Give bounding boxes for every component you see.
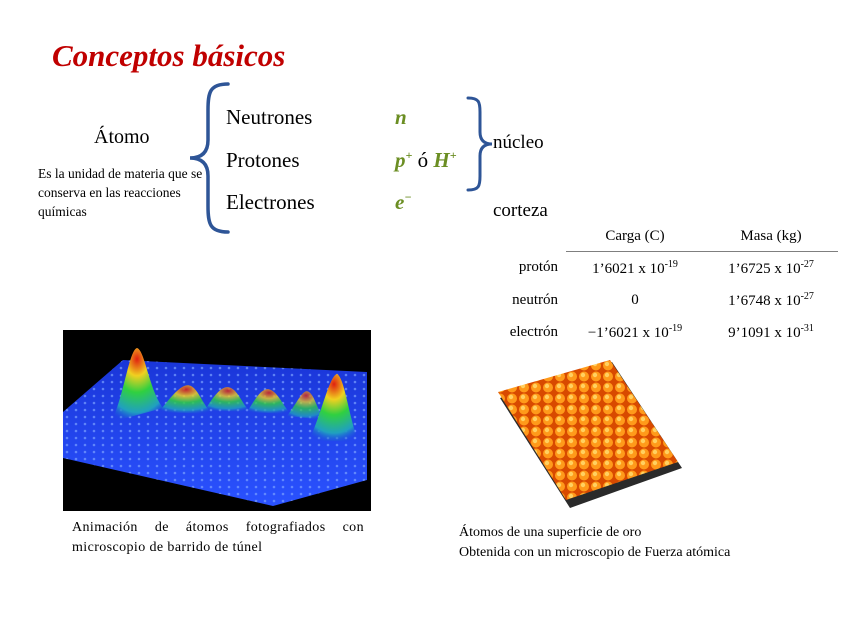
particle-electrons: Electrones xyxy=(226,190,315,214)
mass-neutron-base: 1’6748 x 10 xyxy=(728,292,801,309)
charge-neutron-base: 0 xyxy=(631,291,639,308)
stm-surface-graphic xyxy=(63,330,371,511)
left-brace-icon xyxy=(184,82,230,234)
charge-proton-base: 1’6021 x 10 xyxy=(592,260,665,277)
mass-proton xyxy=(704,252,838,285)
mass-neutron-exp: -27 xyxy=(800,290,814,302)
mass-electron-exp: -31 xyxy=(800,322,814,334)
row-label-neutron: neutrón xyxy=(512,291,558,308)
symbol-electron-e: e xyxy=(395,190,405,214)
row-label-proton: protón xyxy=(518,259,558,276)
symbol-proton-h: H xyxy=(433,148,450,172)
row-label-electron: electrón xyxy=(509,323,558,340)
stm-atoms-image xyxy=(63,330,371,511)
atom-description: Es la unidad de materia que se conserva en las reacciones químicas xyxy=(38,166,203,219)
table-header-mass: Masa (kg) xyxy=(704,226,838,252)
table-row xyxy=(486,284,838,316)
mass-neutron xyxy=(704,284,838,316)
symbol-neutron-text: n xyxy=(395,105,407,129)
table-header-row xyxy=(486,226,838,252)
particle-neutrons: Neutrones xyxy=(226,105,313,129)
page-title: Conceptos básicos xyxy=(52,38,286,73)
mass-proton-exp: -27 xyxy=(800,258,814,270)
afm-caption-line2: Obtenida con un microscopio de Fuerza atómica xyxy=(459,545,731,560)
particle-protons: Protones xyxy=(226,148,300,172)
symbol-proton xyxy=(395,148,457,173)
symbol-proton-connector: ó xyxy=(417,148,429,172)
table-row xyxy=(486,316,838,348)
symbol-proton-h-sup: + xyxy=(449,148,457,162)
mass-electron-base: 9’1091 x 10 xyxy=(728,324,801,341)
charge-electron-exp: -19 xyxy=(668,322,683,334)
mass-electron xyxy=(704,316,838,348)
symbol-proton-p-sup: + xyxy=(405,148,413,162)
afm-caption-line1: Átomos de una superficie de oro xyxy=(459,525,642,540)
symbol-electron xyxy=(395,190,412,215)
shell-label: corteza xyxy=(493,200,548,221)
charge-proton xyxy=(566,252,704,285)
particle-properties-table xyxy=(486,226,838,348)
symbol-proton-p: p xyxy=(395,148,406,172)
symbol-electron-sup: − xyxy=(404,190,412,204)
symbol-neutron xyxy=(395,105,407,130)
table-header-blank xyxy=(486,226,566,252)
charge-neutron xyxy=(566,284,704,316)
charge-electron-base: −1’6021 x 10 xyxy=(587,324,669,341)
mass-proton-base: 1’6725 x 10 xyxy=(728,260,801,277)
charge-proton-exp: -19 xyxy=(664,258,678,270)
afm-gold-surface-image xyxy=(494,360,688,510)
atom-label: Átomo xyxy=(94,126,150,148)
charge-electron xyxy=(566,316,704,348)
afm-surface-graphic xyxy=(494,360,688,510)
table-header-charge: Carga (C) xyxy=(566,226,704,252)
afm-caption xyxy=(459,523,730,563)
nucleus-label: núcleo xyxy=(493,132,544,153)
table-row xyxy=(486,252,838,285)
right-brace-icon xyxy=(466,96,494,192)
stm-caption: Animación de átomos fotografiados con microscopio de barrido de túnel xyxy=(72,520,364,555)
